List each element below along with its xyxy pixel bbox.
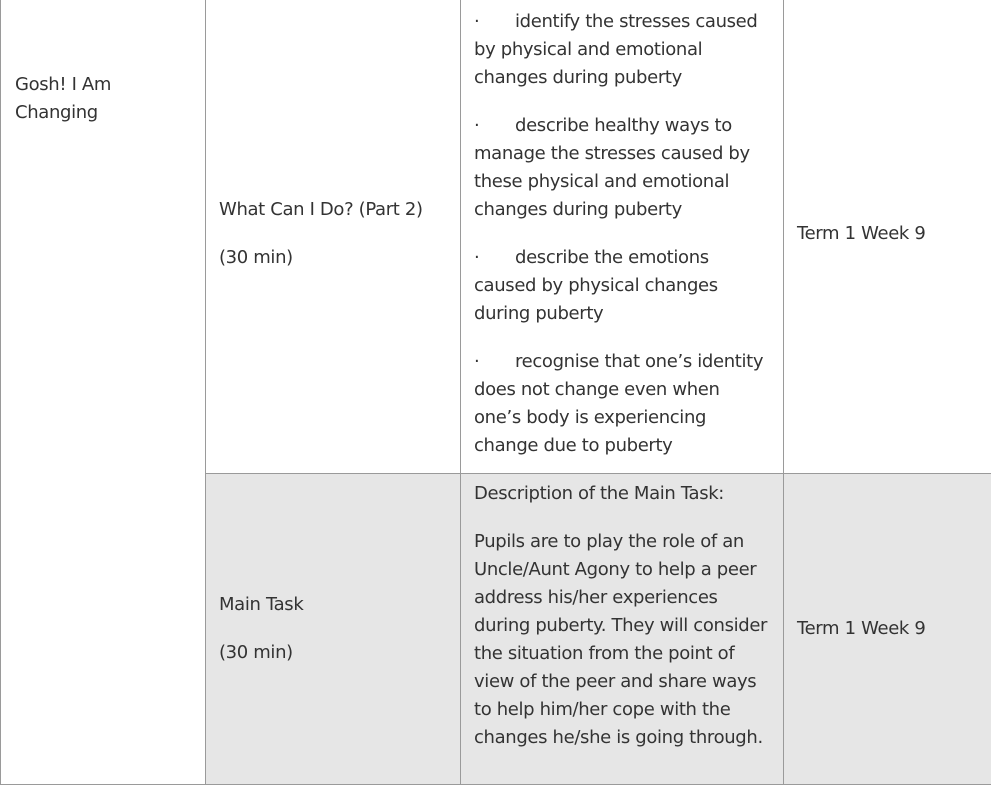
- lesson-duration: (30 min): [219, 244, 448, 272]
- list-item: [474, 244, 771, 328]
- unit-title-cell: [1, 0, 206, 785]
- lesson-cell: [206, 474, 461, 785]
- timing-cell: [784, 474, 991, 785]
- timing-text: Term 1 Week 9: [797, 223, 925, 244]
- objective-text: identify the stresses caused by physical and emotional changes during puberty: [474, 11, 757, 88]
- lesson-title: Main Task: [219, 591, 448, 619]
- task-description-heading: Description of the Main Task:: [474, 480, 771, 508]
- lesson-duration: (30 min): [219, 639, 448, 667]
- timing-cell: [784, 0, 991, 474]
- list-item: [474, 348, 771, 460]
- bullet-icon: ·: [474, 8, 515, 36]
- unit-title: Gosh! I Am Changing: [15, 74, 111, 123]
- list-item: [474, 112, 771, 224]
- objective-text: recognise that one’s identity does not change even when one’s body is experiencing change due to puberty: [474, 351, 763, 456]
- table-row: [1, 0, 991, 474]
- objective-text: describe healthy ways to manage the stresses caused by these physical and emotional changes during puberty: [474, 115, 750, 220]
- task-description-text: Pupils are to play the role of an Uncle/Aunt Agony to help a peer address his/her experiences during puberty. They will consider the situation from the point of view of the peer and share ways to help him/her cope with the changes he/she is going through.: [474, 528, 771, 752]
- lesson-cell: [206, 0, 461, 474]
- bullet-icon: ·: [474, 112, 515, 140]
- task-description-cell: [461, 474, 784, 785]
- bullet-icon: ·: [474, 348, 515, 376]
- lesson-title: What Can I Do? (Part 2): [219, 196, 448, 224]
- objectives-cell: [461, 0, 784, 474]
- objective-text: describe the emotions caused by physical changes during puberty: [474, 247, 718, 324]
- timing-text: Term 1 Week 9: [797, 618, 925, 639]
- list-item: [474, 8, 771, 92]
- bullet-icon: ·: [474, 244, 515, 272]
